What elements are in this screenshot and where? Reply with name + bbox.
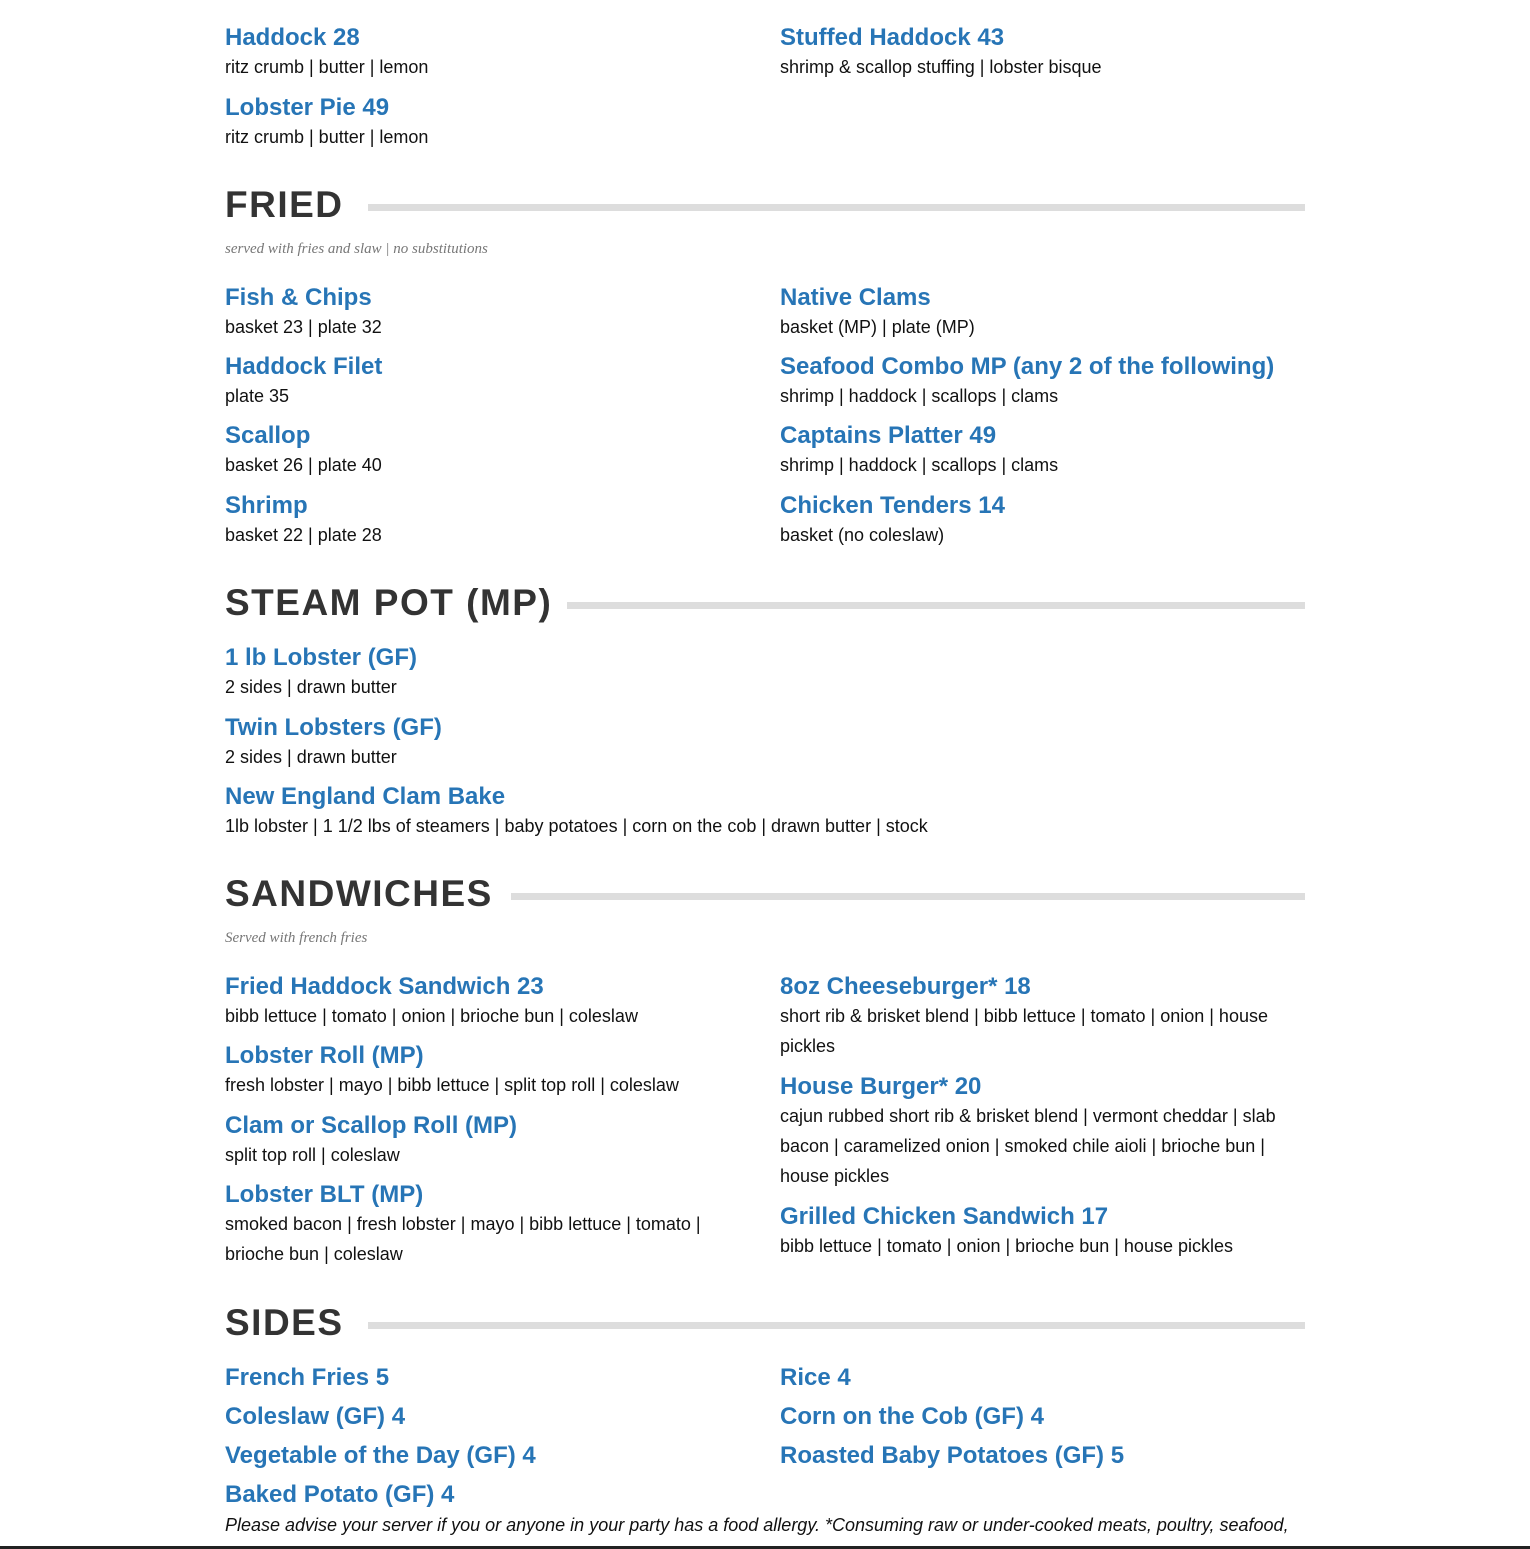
item-name: 1 lb Lobster (GF) — [225, 644, 417, 671]
section-divider — [511, 893, 1305, 900]
section-header — [225, 874, 1305, 914]
menu-item — [225, 644, 1305, 702]
item-description: 1lb lobster | 1 1/2 lbs of steamers | baby potatoes | corn on the cob | drawn butter | stock — [225, 816, 928, 836]
section-title: STEAM POT (MP) — [225, 582, 553, 623]
item-name: Corn on the Cob (GF) 4 — [780, 1403, 1044, 1430]
item-description: shrimp & scallop stuffing | lobster bisque — [780, 57, 1102, 77]
item-description: short rib & brisket blend | bibb lettuce | tomato | onion | house pickles — [780, 1006, 1268, 1056]
item-description: shrimp | haddock | scallops | clams — [780, 455, 1059, 475]
item-name: Chicken Tenders 14 — [780, 492, 1005, 519]
menu-item — [780, 1403, 1300, 1431]
item-name: Native Clams — [780, 284, 931, 311]
item-description: basket (no coleslaw) — [780, 525, 945, 545]
section-divider — [368, 1322, 1305, 1329]
item-name: Roasted Baby Potatoes (GF) 5 — [780, 1442, 1125, 1469]
item-name: 8oz Cheeseburger* 18 — [780, 973, 1031, 1000]
section-note: Served with french fries — [225, 930, 368, 946]
section-steam-pot — [225, 583, 1305, 623]
menu-item — [225, 1442, 725, 1470]
item-name: French Fries 5 — [225, 1364, 390, 1391]
menu-item — [225, 1112, 725, 1170]
menu-item — [780, 24, 1300, 82]
item-name: Clam or Scallop Roll (MP) — [225, 1112, 518, 1139]
menu-item — [780, 284, 1300, 342]
section-header — [225, 583, 1305, 623]
allergy-disclaimer: Please advise your server if you or anyone in your party has a food allergy. *Consuming raw or under-cooked meats, poultry, seafood, — [225, 1515, 1289, 1535]
item-name: Fried Haddock Sandwich 23 — [225, 973, 544, 1000]
item-name: Shrimp — [225, 492, 308, 519]
item-description: basket 23 | plate 32 — [225, 317, 382, 337]
menu-item — [225, 973, 725, 1031]
item-name: Lobster Pie 49 — [225, 94, 390, 121]
item-name: Haddock Filet — [225, 353, 383, 380]
item-description: plate 35 — [225, 386, 290, 406]
item-description: 2 sides | drawn butter — [225, 677, 397, 697]
item-name: Lobster Roll (MP) — [225, 1042, 424, 1069]
menu-item — [225, 783, 1305, 841]
menu-item — [225, 94, 725, 152]
section-note: served with fries and slaw | no substitutions — [225, 241, 488, 257]
item-name: Captains Platter 49 — [780, 422, 997, 449]
menu-item — [225, 1181, 715, 1269]
item-description: smoked bacon | fresh lobster | mayo | bibb lettuce | tomato | brioche bun | coleslaw — [225, 1214, 701, 1264]
menu-item — [780, 1073, 1285, 1191]
item-name: New England Clam Bake — [225, 783, 506, 810]
menu-item — [225, 1364, 725, 1392]
menu-item — [780, 492, 1300, 550]
item-name: Vegetable of the Day (GF) 4 — [225, 1442, 536, 1469]
section-sandwiches — [225, 873, 1305, 946]
item-name: Haddock 28 — [225, 24, 360, 51]
item-name: Baked Potato (GF) 4 — [225, 1481, 455, 1508]
item-name: Seafood Combo MP (any 2 of the following) — [780, 353, 1275, 380]
menu-item — [225, 1481, 725, 1509]
item-name: Coleslaw (GF) 4 — [225, 1403, 406, 1430]
item-description: bibb lettuce | tomato | onion | brioche bun | house pickles — [780, 1236, 1233, 1256]
menu-item — [225, 1042, 725, 1100]
item-name: Scallop — [225, 422, 311, 449]
item-name: Grilled Chicken Sandwich 17 — [780, 1203, 1109, 1230]
item-name: Lobster BLT (MP) — [225, 1181, 424, 1208]
menu-item — [225, 284, 725, 342]
menu-item — [225, 492, 725, 550]
menu-item — [780, 1364, 1300, 1392]
section-divider — [567, 602, 1305, 609]
menu-item — [225, 24, 725, 82]
item-name: House Burger* 20 — [780, 1073, 982, 1100]
section-sides — [225, 1303, 1305, 1343]
item-description: ritz crumb | butter | lemon — [225, 127, 429, 147]
menu-item — [780, 1203, 1285, 1261]
menu-item — [780, 422, 1300, 480]
section-title: SIDES — [225, 1302, 344, 1343]
item-description: 2 sides | drawn butter — [225, 747, 397, 767]
menu-item — [780, 353, 1300, 411]
item-description: ritz crumb | butter | lemon — [225, 57, 429, 77]
item-name: Stuffed Haddock 43 — [780, 24, 1005, 51]
item-name: Fish & Chips — [225, 284, 372, 311]
menu-item — [225, 1403, 725, 1431]
item-description: fresh lobster | mayo | bibb lettuce | split top roll | coleslaw — [225, 1075, 679, 1095]
menu-item — [225, 353, 725, 411]
section-fried — [225, 184, 1305, 257]
item-name: Twin Lobsters (GF) — [225, 714, 442, 741]
section-header — [225, 185, 1305, 225]
menu-item — [225, 714, 1305, 772]
menu-item — [780, 973, 1285, 1061]
item-description: bibb lettuce | tomato | onion | brioche bun | coleslaw — [225, 1006, 638, 1026]
section-divider — [368, 204, 1305, 211]
item-description: basket (MP) | plate (MP) — [780, 317, 975, 337]
item-name: Rice 4 — [780, 1364, 851, 1391]
section-title: SANDWICHES — [225, 873, 493, 914]
section-title: FRIED — [225, 184, 344, 225]
section-header — [225, 1303, 1305, 1343]
item-description: basket 22 | plate 28 — [225, 525, 382, 545]
menu-item — [225, 422, 725, 480]
menu-item — [780, 1442, 1300, 1470]
item-description: split top roll | coleslaw — [225, 1145, 400, 1165]
item-description: cajun rubbed short rib & brisket blend | vermont cheddar | slab bacon | caramelized onion | smoked chile aioli | brioche bun | house pickles — [780, 1106, 1276, 1186]
item-description: shrimp | haddock | scallops | clams — [780, 386, 1059, 406]
item-description: basket 26 | plate 40 — [225, 455, 382, 475]
